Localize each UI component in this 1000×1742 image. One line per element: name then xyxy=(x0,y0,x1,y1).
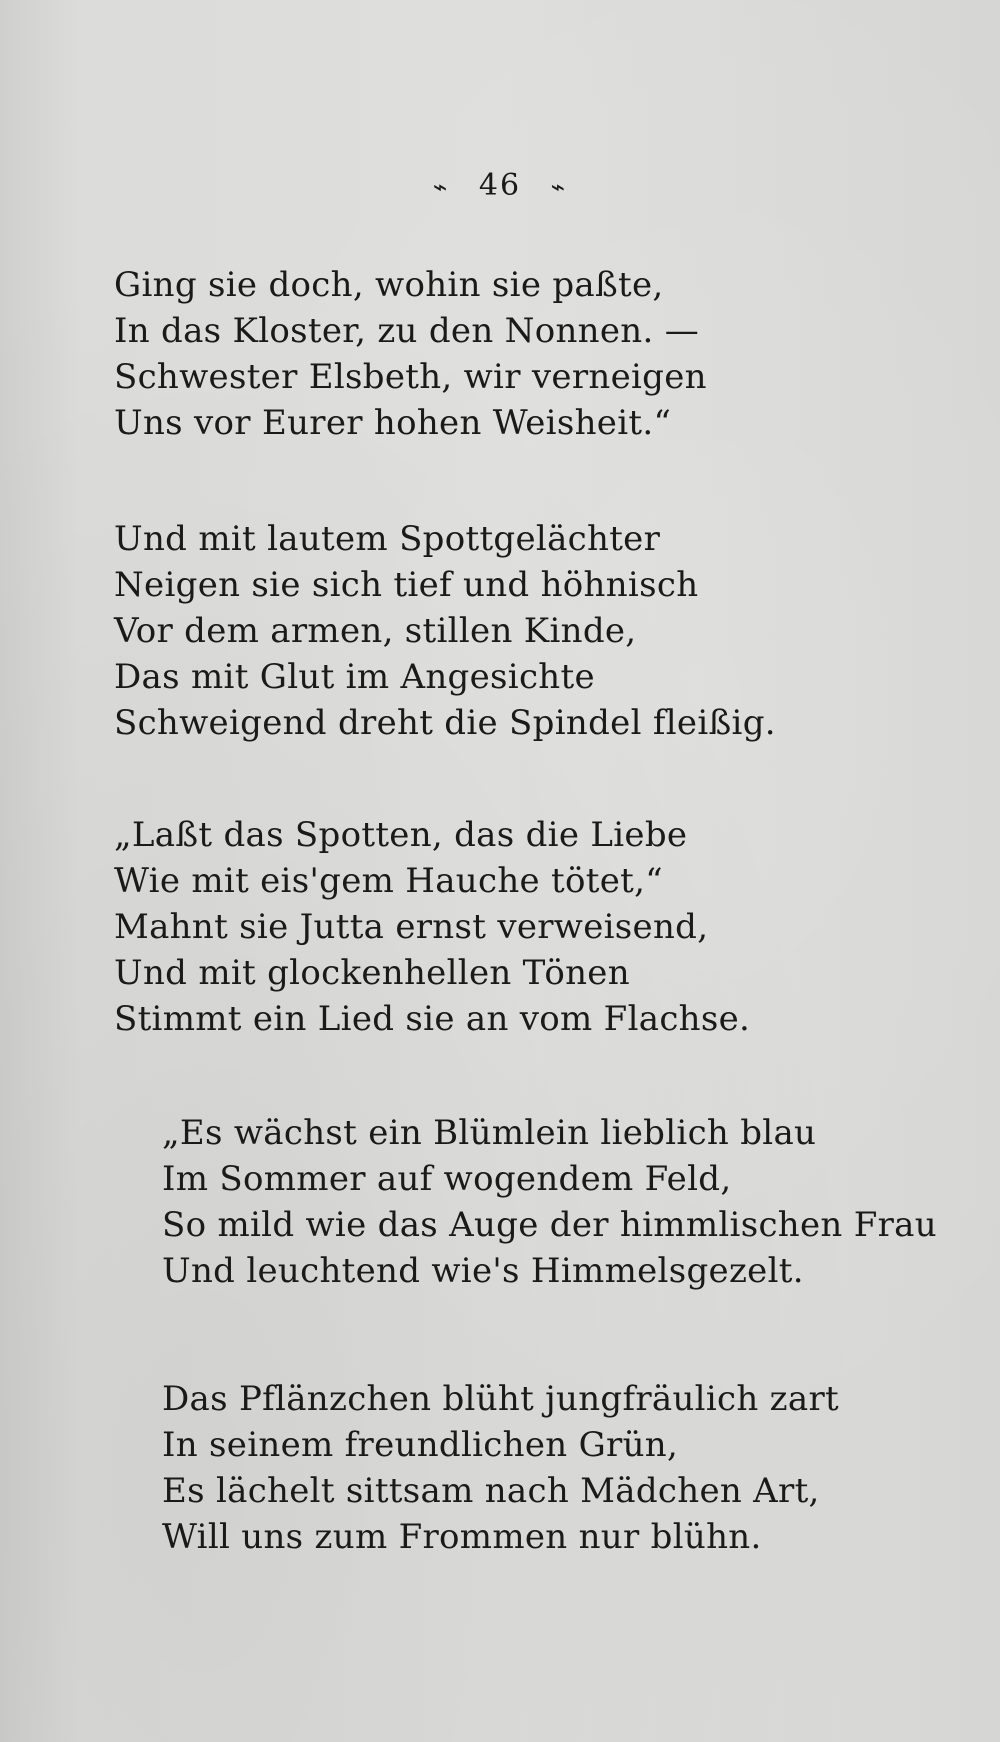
verse-line: Das mit Glut im Angesichte xyxy=(114,657,595,697)
verse-line: Neigen sie sich tief und höhnisch xyxy=(114,565,699,605)
verse-line: Will uns zum Frommen nur blühn. xyxy=(162,1517,762,1557)
stanza-2 xyxy=(114,516,776,746)
ornament-right-icon: ⌁ xyxy=(550,173,568,201)
verse-line: So mild wie das Auge der himmlischen Frau xyxy=(162,1205,937,1245)
verse-line: Das Pflänzchen blüht jungfräulich zart xyxy=(162,1379,839,1419)
page-number: 46 xyxy=(478,168,522,203)
verse-line: Uns vor Eurer hohen Weisheit.“ xyxy=(114,403,672,443)
verse-line: Und leuchtend wie's Himmelsgezelt. xyxy=(162,1251,804,1291)
stanza-5 xyxy=(162,1376,839,1560)
verse-line: Vor dem armen, stillen Kinde, xyxy=(114,611,637,651)
verse-line: „Laßt das Spotten, das die Liebe xyxy=(114,815,688,855)
verse-line: Schweigend dreht die Spindel fleißig. xyxy=(114,703,776,743)
verse-line: Wie mit eis'gem Hauche tötet,“ xyxy=(114,861,663,901)
page-number-header xyxy=(0,168,1000,203)
verse-line: Stimmt ein Lied sie an vom Flachse. xyxy=(114,999,751,1039)
stanza-1 xyxy=(114,262,707,446)
verse-line: In das Kloster, zu den Nonnen. — xyxy=(114,311,699,351)
verse-line: In seinem freundlichen Grün, xyxy=(162,1425,679,1465)
verse-line: Schwester Elsbeth, wir verneigen xyxy=(114,357,707,397)
verse-line: Mahnt sie Jutta ernst verweisend, xyxy=(114,907,709,947)
ornament-left-icon: ⌁ xyxy=(432,173,450,201)
stanza-4 xyxy=(162,1110,937,1294)
verse-line: Es lächelt sittsam nach Mädchen Art, xyxy=(162,1471,820,1511)
verse-line: Und mit lautem Spottgelächter xyxy=(114,519,661,559)
verse-line: „Es wächst ein Blümlein lieblich blau xyxy=(162,1113,817,1153)
stanza-3 xyxy=(114,812,750,1042)
verse-line: Im Sommer auf wogendem Feld, xyxy=(162,1159,732,1199)
verse-line: Ging sie doch, wohin sie paßte, xyxy=(114,265,664,305)
verse-line: Und mit glockenhellen Tönen xyxy=(114,953,630,993)
